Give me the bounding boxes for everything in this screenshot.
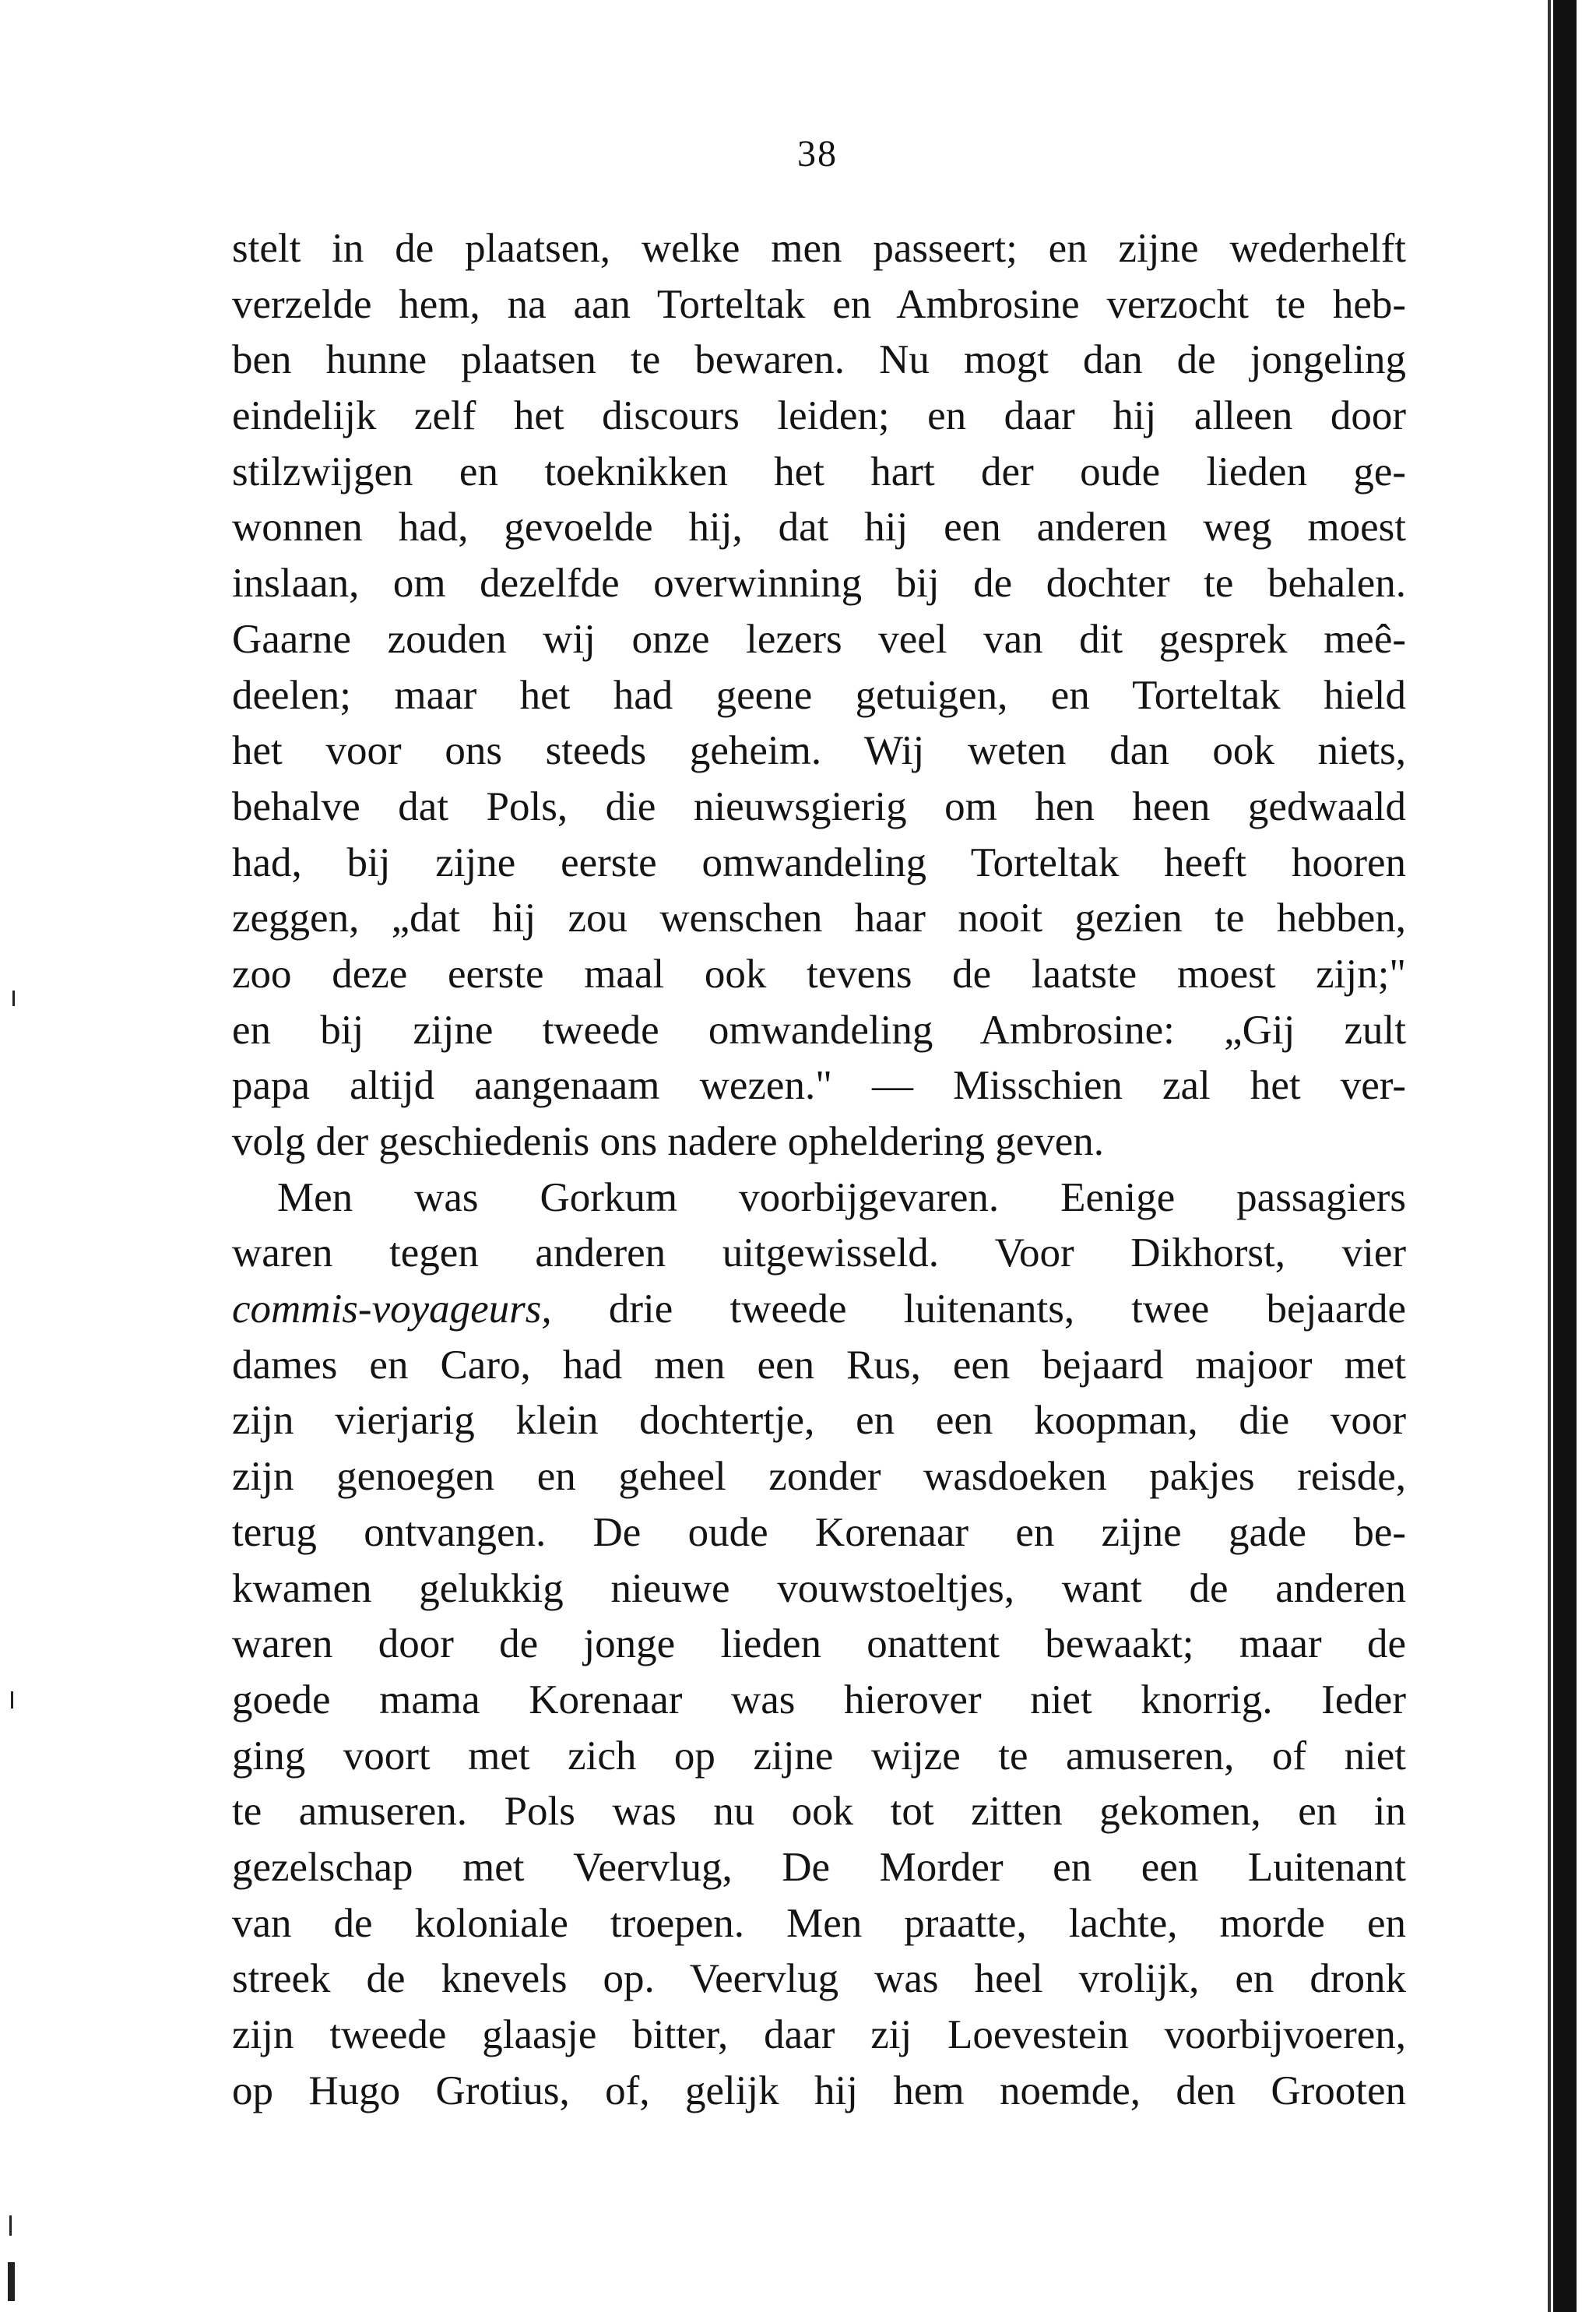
text-line: waren door de jonge lieden onattent bewaakt; maar de — [232, 1621, 1406, 1667]
text-line: van de koloniale troepen. Men praatte, lachte, morde en — [232, 1900, 1406, 1946]
text-line: kwamen gelukkig nieuwe vouwstoeltjes, want de anderen — [232, 1565, 1406, 1611]
text-line: verzelde hem, na aan Torteltak en Ambrosine verzocht te heb- — [232, 281, 1406, 327]
text-line: wonnen had, gevoelde hij, dat hij een anderen weg moest — [232, 505, 1406, 551]
margin-speck — [8, 2262, 15, 2301]
margin-speck — [9, 2215, 12, 2236]
text-line: volg der geschiedenis ons nadere opheldering geven. — [232, 1119, 1104, 1164]
text-line: zijn vierjarig klein dochtertje, en een koopman, die voor — [232, 1398, 1406, 1444]
margin-speck — [11, 1691, 13, 1708]
text-line: zeggen, „dat hij zou wenschen haar nooit gezien te hebben, — [232, 896, 1406, 941]
text-line: ging voort met zich op zijne wijze te amuseren, of niet — [232, 1733, 1406, 1779]
text-line: ben hunne plaatsen te bewaren. Nu mogt dan de jongeling — [232, 337, 1406, 383]
text-line: zijn genoegen en geheel zonder wasdoeken pakjes reisde, — [232, 1454, 1406, 1500]
text-line: dames en Caro, had men een Rus, een bejaard majoor met — [232, 1342, 1406, 1388]
text-line: gezelschap met Veervlug, De Morder en een Luitenant — [232, 1844, 1406, 1890]
text-line: eindelijk zelf het discours leiden; en daar hij alleen door — [232, 393, 1406, 439]
text-line: te amuseren. Pols was nu ook tot zitten gekomen, en in — [232, 1789, 1406, 1835]
binding-edge-shadow — [1548, 0, 1551, 2312]
binding-edge — [1553, 0, 1577, 2312]
text-line: stelt in de plaatsen, welke men passeert; en zijne wederhelft — [232, 226, 1406, 271]
text-line: het voor ons steeds geheim. Wij weten dan ook niets, — [232, 728, 1406, 774]
text-line: goede mama Korenaar was hierover niet knorrig. Ieder — [232, 1677, 1406, 1723]
text-line: op Hugo Grotius, of, gelijk hij hem noemde, den Grooten — [232, 2067, 1406, 2113]
text-line: Gaarne zouden wij onze lezers veel van dit gesprek meê- — [232, 616, 1406, 662]
text-line: papa altijd aangenaam wezen." — Misschien zal het ver- — [232, 1063, 1406, 1109]
text-line-rest: drie tweede luitenants, twee bejaarde — [608, 1286, 1407, 1332]
margin-speck — [12, 991, 15, 1006]
page-number: 38 — [797, 133, 838, 174]
text-line: zijn tweede glaasje bitter, daar zij Loevestein voorbijvoeren, — [232, 2012, 1406, 2057]
text-line: streek de knevels op. Veervlug was heel vrolijk, en dronk — [232, 1956, 1406, 2002]
text-line: en bij zijne tweede omwandeling Ambrosine: „Gij zult — [232, 1007, 1406, 1053]
text-line: inslaan, om dezelfde overwinning bij de dochter te behalen. — [232, 561, 1406, 607]
text-line: waren tegen anderen uitgewisseld. Voor Dikhorst, vier — [232, 1230, 1406, 1276]
text-line: zoo deze eerste maal ook tevens de laatste moest zijn;" — [232, 951, 1406, 997]
text-line: terug ontvangen. De oude Korenaar en zijne gade be- — [232, 1509, 1406, 1555]
body-text — [232, 221, 1406, 2119]
text-line: had, bij zijne eerste omwandeling Torteltak heeft hooren — [232, 839, 1406, 885]
italic-phrase: commis-voyageurs, — [232, 1286, 552, 1332]
text-line: stilzwijgen en toeknikken het hart der oude lieden ge- — [232, 449, 1406, 494]
text-line-mixed — [232, 1282, 1406, 1338]
text-line: behalve dat Pols, die nieuwsgierig om hen heen gedwaald — [232, 783, 1406, 829]
text-line: deelen; maar het had geene getuigen, en Torteltak hield — [232, 672, 1406, 718]
text-line: Men was Gorkum voorbijgevaren. Eenige passagiers — [277, 1174, 1406, 1220]
